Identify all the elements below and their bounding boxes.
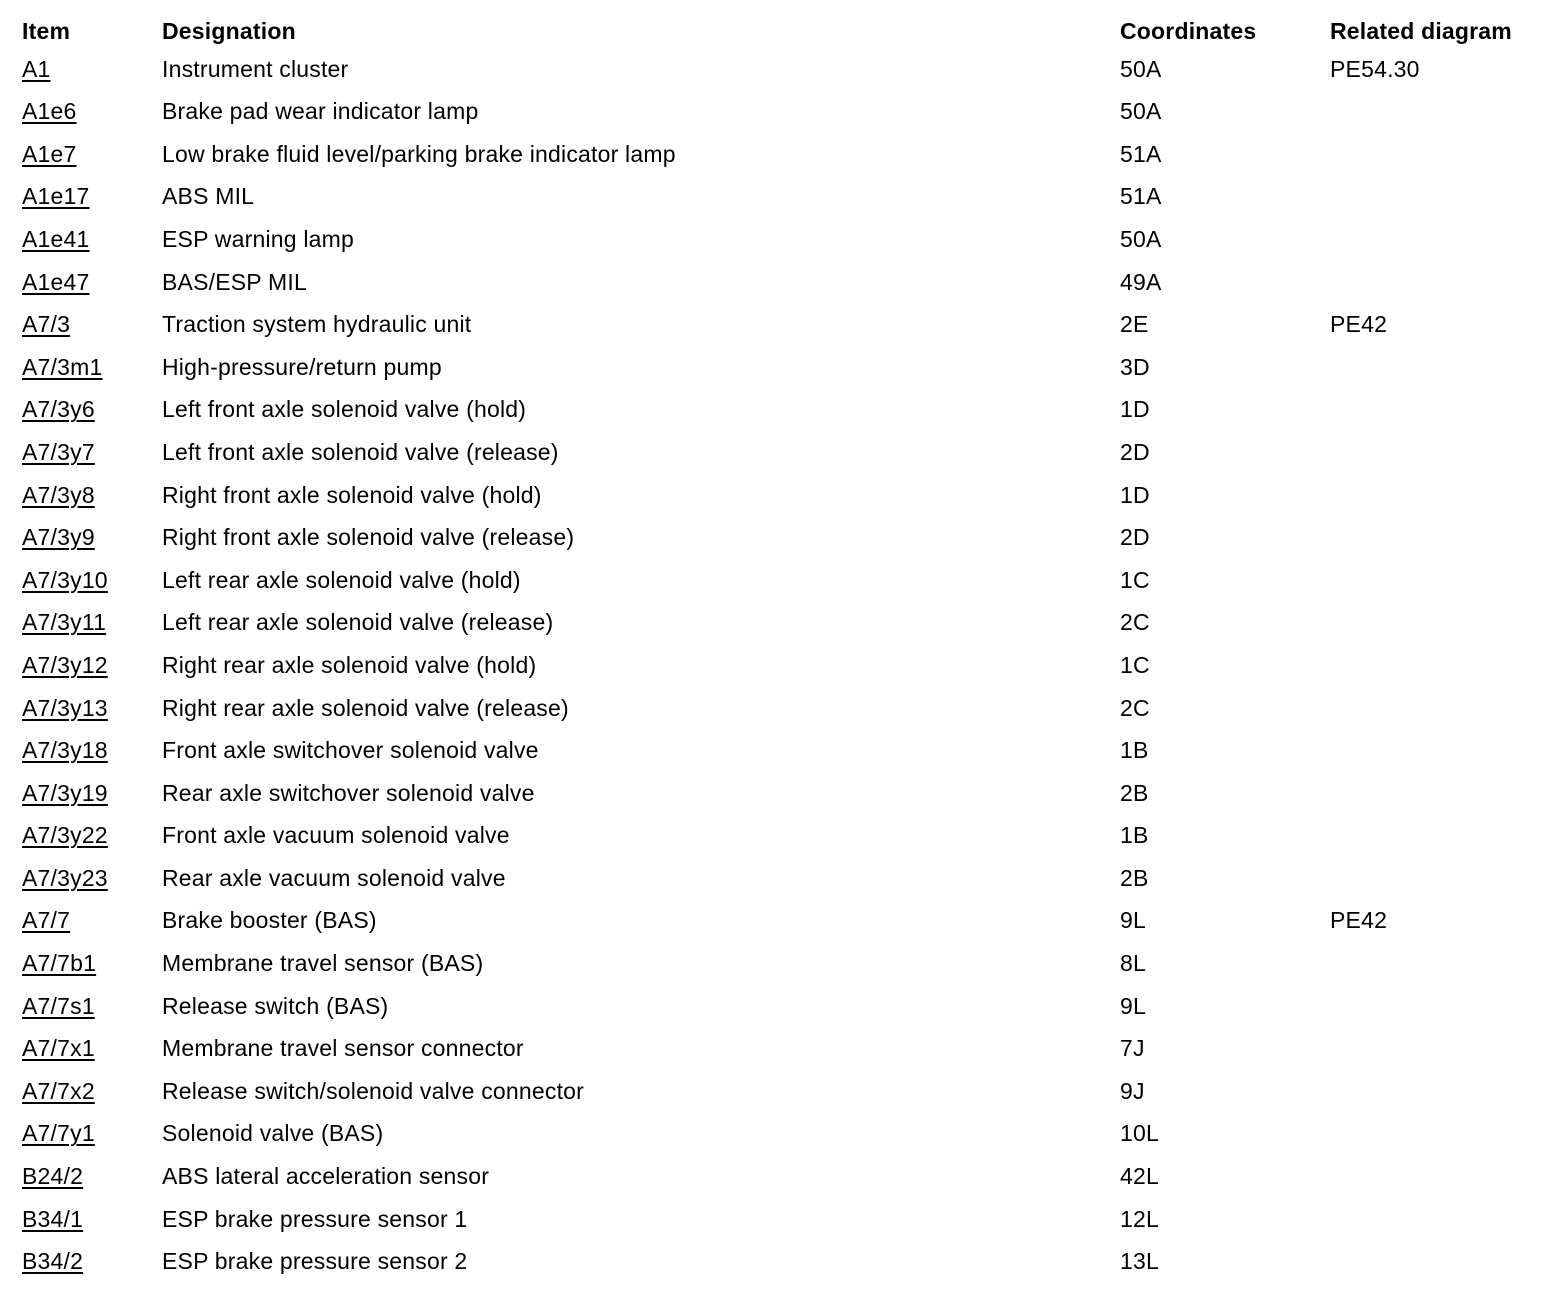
related-diagram-cell: PE42 bbox=[1330, 907, 1388, 934]
item-link[interactable]: A1e17 bbox=[22, 183, 90, 210]
item-link[interactable]: A1 bbox=[22, 55, 51, 82]
coordinates-cell: 50A bbox=[1120, 225, 1162, 252]
item-link[interactable]: A7/7x1 bbox=[22, 1035, 95, 1062]
coordinates-cell: 1C bbox=[1120, 651, 1150, 678]
table-row bbox=[0, 256, 1568, 299]
header-related-diagram: Related diagram bbox=[1330, 18, 1512, 44]
designation-cell: Brake booster (BAS) bbox=[162, 907, 377, 934]
coordinates-cell: 2D bbox=[1120, 524, 1150, 551]
item-link[interactable]: A7/7s1 bbox=[22, 992, 95, 1019]
table-row bbox=[0, 1107, 1568, 1150]
coordinates-cell: 2E bbox=[1120, 311, 1149, 338]
coordinates-cell: 51A bbox=[1120, 140, 1162, 167]
coordinates-cell: 9L bbox=[1120, 907, 1146, 934]
item-link[interactable]: A7/7 bbox=[22, 907, 71, 934]
designation-cell: Right front axle solenoid valve (hold) bbox=[162, 481, 542, 508]
item-link[interactable]: A7/7b1 bbox=[22, 950, 97, 977]
table-row bbox=[0, 1235, 1568, 1278]
table-row bbox=[0, 682, 1568, 725]
coordinates-cell: 1B bbox=[1120, 822, 1149, 849]
table-header-row bbox=[0, 0, 1568, 43]
item-link[interactable]: A7/3y8 bbox=[22, 481, 95, 508]
coordinates-cell: 42L bbox=[1120, 1163, 1159, 1190]
designation-cell: ESP brake pressure sensor 1 bbox=[162, 1205, 468, 1232]
table-row bbox=[0, 511, 1568, 554]
table-row bbox=[0, 639, 1568, 682]
designation-cell: Left front axle solenoid valve (hold) bbox=[162, 396, 527, 423]
item-link[interactable]: A7/3y13 bbox=[22, 694, 108, 721]
table-row bbox=[0, 170, 1568, 213]
coordinates-cell: 9L bbox=[1120, 992, 1146, 1019]
table-row bbox=[0, 767, 1568, 810]
table-row bbox=[0, 469, 1568, 512]
coordinates-cell: 10L bbox=[1120, 1120, 1159, 1147]
coordinates-cell: 2B bbox=[1120, 779, 1149, 806]
designation-cell: Front axle switchover solenoid valve bbox=[162, 737, 539, 764]
table-row bbox=[0, 341, 1568, 384]
table-row bbox=[0, 554, 1568, 597]
designation-cell: Low brake fluid level/parking brake indicator lamp bbox=[162, 140, 676, 167]
table-row bbox=[0, 43, 1568, 86]
table-row bbox=[0, 213, 1568, 256]
item-link[interactable]: A7/3y22 bbox=[22, 822, 108, 849]
item-link[interactable]: A1e7 bbox=[22, 140, 77, 167]
table-row bbox=[0, 1022, 1568, 1065]
table-row bbox=[0, 85, 1568, 128]
table-row bbox=[0, 937, 1568, 980]
item-link[interactable]: A7/3y19 bbox=[22, 779, 108, 806]
designation-cell: Right rear axle solenoid valve (release) bbox=[162, 694, 569, 721]
item-link[interactable]: A7/7x2 bbox=[22, 1077, 95, 1104]
coordinates-cell: 2C bbox=[1120, 694, 1150, 721]
designation-cell: BAS/ESP MIL bbox=[162, 268, 307, 295]
item-link[interactable]: A7/3y12 bbox=[22, 651, 108, 678]
coordinates-cell: 12L bbox=[1120, 1205, 1159, 1232]
item-link[interactable]: B34/2 bbox=[22, 1248, 84, 1275]
designation-cell: Release switch (BAS) bbox=[162, 992, 389, 1019]
coordinates-cell: 3D bbox=[1120, 353, 1150, 380]
related-diagram-cell: PE42 bbox=[1330, 311, 1388, 338]
coordinates-cell: 49A bbox=[1120, 268, 1162, 295]
header-designation: Designation bbox=[162, 18, 296, 44]
item-link[interactable]: A7/3y9 bbox=[22, 524, 95, 551]
coordinates-cell: 2D bbox=[1120, 438, 1150, 465]
coordinates-cell: 2B bbox=[1120, 864, 1149, 891]
item-link[interactable]: A7/7y1 bbox=[22, 1120, 95, 1147]
table-row bbox=[0, 852, 1568, 895]
table-row bbox=[0, 596, 1568, 639]
coordinates-cell: 51A bbox=[1120, 183, 1162, 210]
item-link[interactable]: A7/3m1 bbox=[22, 353, 103, 380]
item-link[interactable]: A7/3y10 bbox=[22, 566, 108, 593]
coordinates-cell: 13L bbox=[1120, 1248, 1159, 1275]
coordinates-cell: 50A bbox=[1120, 98, 1162, 125]
designation-cell: Solenoid valve (BAS) bbox=[162, 1120, 384, 1147]
coordinates-cell: 1B bbox=[1120, 737, 1149, 764]
coordinates-cell: 50A bbox=[1120, 55, 1162, 82]
related-diagram-cell: PE54.30 bbox=[1330, 55, 1420, 82]
coordinates-cell: 7J bbox=[1120, 1035, 1145, 1062]
item-link[interactable]: A7/3 bbox=[22, 311, 71, 338]
designation-cell: Rear axle switchover solenoid valve bbox=[162, 779, 535, 806]
designation-cell: Traction system hydraulic unit bbox=[162, 311, 472, 338]
coordinates-cell: 1C bbox=[1120, 566, 1150, 593]
table-row bbox=[0, 1150, 1568, 1193]
designation-cell: ABS lateral acceleration sensor bbox=[162, 1163, 490, 1190]
item-link[interactable]: B24/2 bbox=[22, 1163, 84, 1190]
table-row bbox=[0, 1065, 1568, 1108]
table-row bbox=[0, 1193, 1568, 1236]
table-row bbox=[0, 426, 1568, 469]
designation-cell: Rear axle vacuum solenoid valve bbox=[162, 864, 506, 891]
designation-cell: High-pressure/return pump bbox=[162, 353, 442, 380]
table-row bbox=[0, 980, 1568, 1023]
item-link[interactable]: A7/3y11 bbox=[22, 609, 107, 636]
item-link[interactable]: A1e6 bbox=[22, 98, 77, 125]
designation-cell: Left rear axle solenoid valve (release) bbox=[162, 609, 554, 636]
coordinates-cell: 1D bbox=[1120, 396, 1150, 423]
coordinates-cell: 9J bbox=[1120, 1077, 1145, 1104]
designation-cell: Membrane travel sensor (BAS) bbox=[162, 950, 484, 977]
item-link[interactable]: A7/3y7 bbox=[22, 438, 95, 465]
designation-cell: Release switch/solenoid valve connector bbox=[162, 1077, 585, 1104]
designation-cell: Instrument cluster bbox=[162, 55, 349, 82]
designation-cell: Brake pad wear indicator lamp bbox=[162, 98, 479, 125]
table-row bbox=[0, 298, 1568, 341]
item-link[interactable]: A7/3y23 bbox=[22, 864, 108, 891]
designation-cell: ESP brake pressure sensor 2 bbox=[162, 1248, 468, 1275]
designation-cell: Right front axle solenoid valve (release) bbox=[162, 524, 575, 551]
designation-cell: Left rear axle solenoid valve (hold) bbox=[162, 566, 521, 593]
designation-cell: Right rear axle solenoid valve (hold) bbox=[162, 651, 537, 678]
item-link[interactable]: A7/3y18 bbox=[22, 737, 108, 764]
coordinates-cell: 1D bbox=[1120, 481, 1150, 508]
item-link[interactable]: A1e41 bbox=[22, 225, 90, 252]
header-item: Item bbox=[22, 18, 71, 44]
table-row bbox=[0, 724, 1568, 767]
designation-cell: ABS MIL bbox=[162, 183, 255, 210]
item-link[interactable]: B34/1 bbox=[22, 1205, 84, 1232]
designation-cell: Membrane travel sensor connector bbox=[162, 1035, 524, 1062]
coordinates-cell: 8L bbox=[1120, 950, 1146, 977]
table-row bbox=[0, 128, 1568, 171]
designation-cell: Left front axle solenoid valve (release) bbox=[162, 438, 559, 465]
table-row bbox=[0, 383, 1568, 426]
header-coordinates: Coordinates bbox=[1120, 18, 1257, 44]
item-link[interactable]: A7/3y6 bbox=[22, 396, 95, 423]
item-link[interactable]: A1e47 bbox=[22, 268, 90, 295]
designation-cell: Front axle vacuum solenoid valve bbox=[162, 822, 510, 849]
table-body bbox=[0, 43, 1568, 1278]
designation-cell: ESP warning lamp bbox=[162, 225, 354, 252]
table-row bbox=[0, 894, 1568, 937]
coordinates-cell: 2C bbox=[1120, 609, 1150, 636]
table-row bbox=[0, 809, 1568, 852]
